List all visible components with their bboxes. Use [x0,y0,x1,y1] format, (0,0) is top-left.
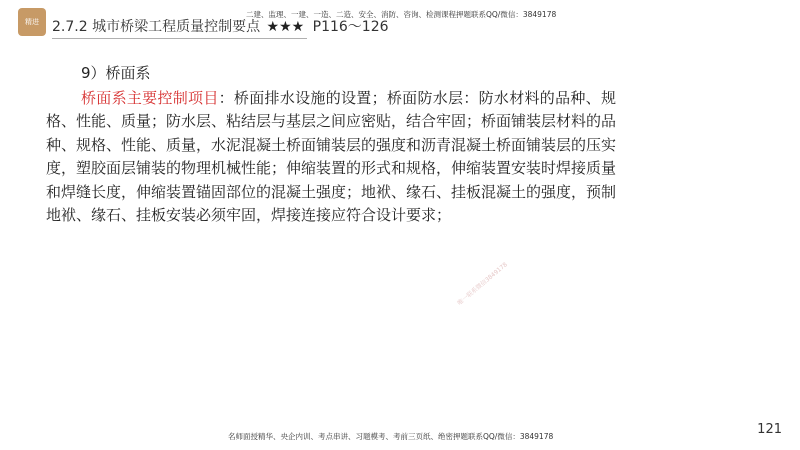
header-divider [52,38,307,39]
page-range: P116～126 [312,19,389,35]
top-notice: 二建、监理、一建、一造、二造、安全、消防、咨询、检测课程押题联系QQ/微信：3849178 [246,10,557,19]
highlight-term: 桥面系主要控制项目 [81,88,219,107]
section-title: 2.7.2 城市桥梁工程质量控制要点 [52,19,261,35]
logo [18,8,46,36]
logo-text: 精进 [25,18,39,26]
page-number: 121 [757,422,782,437]
watermark: 唯一联系微信3849178 [456,261,509,307]
body-text: ：桥面排水设施的设置；桥面防水层：防水材料的品种、规格、性能、质量；防水层、粘结层与基层之间应密贴，结合牢固；桥面铺装层材料的品种、规格、性能、质量，水泥混凝土桥面铺装层的强度和沥青混凝土桥面铺装层的压实度，塑胶面层铺装的物理机械性能；伸缩装置的形式和规格，伸缩装置安装时焊接质量和焊缝长度，伸缩装置锚固部位的混凝土强度；地袱、缘石、挂板混凝土的强度，预制地袱、缘石、挂板安装必须牢固，焊接连接应符合设计要求； [46,88,617,224]
main-content [46,62,616,228]
body-paragraph [46,87,616,228]
section-heading: 9）桥面系 [81,64,151,82]
footer-notice: 名师面授精华、央企内训、考点串讲、习题模考、考前三页纸、绝密押题联系QQ/微信：3849178 [228,432,554,441]
importance-stars: ★★★ [266,19,305,35]
